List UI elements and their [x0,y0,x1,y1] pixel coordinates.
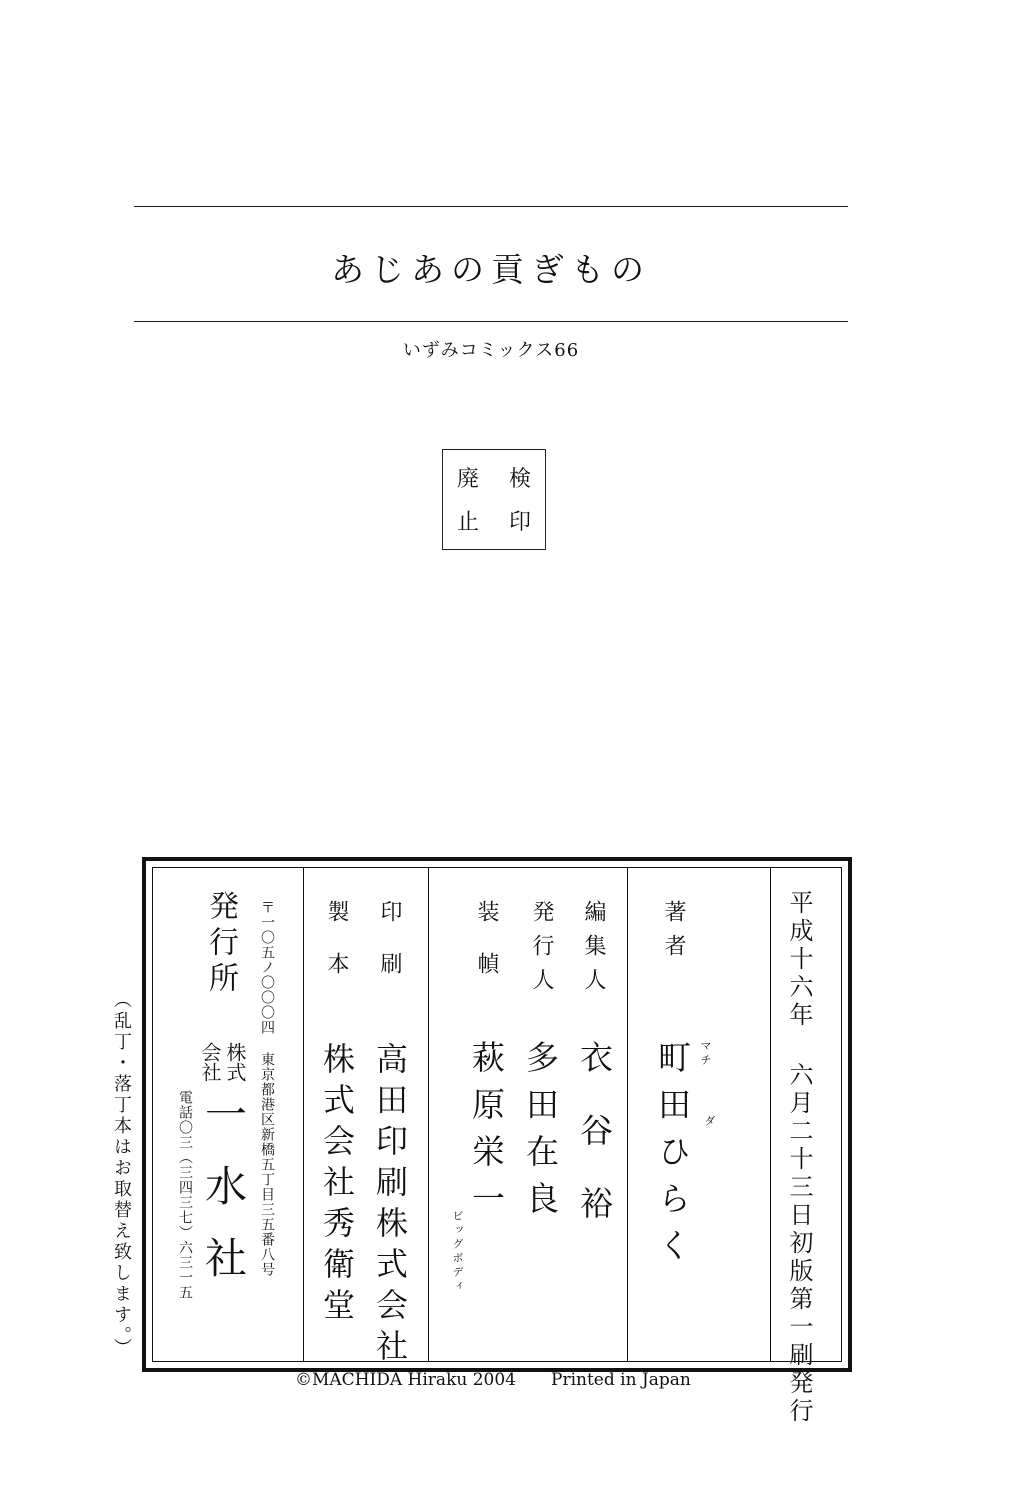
seal-omitted-box [442,449,546,550]
printed-in-japan: Printed in Japan [551,1370,691,1390]
company-type-kabushiki: 株式 [223,1042,247,1082]
stamp-char-shi: 止 [457,510,480,535]
column-divider [627,867,628,1362]
design-ruby: ビッグボディ [451,1210,464,1294]
author-ruby-2: ダ [703,1115,716,1129]
design-label: 装幀 [474,900,499,1004]
stamp-char-ken: 検 [509,467,532,492]
office-label: 発行所 [203,890,238,998]
series-name: いずみコミックス66 [402,340,580,361]
replacement-notice: （乱丁・落丁本はお取替え致します。） [111,990,132,1359]
author-label: 著者 [661,900,686,968]
book-title: あじあの貢ぎもの [331,250,651,289]
stamp-char-in: 印 [509,510,532,535]
binding-company: 株式会社秀衛堂 [318,1042,356,1329]
binding-label: 製本 [324,900,349,1004]
phone-number: 電話〇三（三四三七）六三一五 [177,1090,193,1300]
author-name: 町田ひらく [653,1040,692,1275]
author-ruby-1: マチ [699,1040,712,1068]
postal-address: 〒一〇五ノ〇〇〇四 東京都港区新橋五丁目三五番八号 [259,900,275,1277]
copyright-line: ©MACHIDA Hiraku 2004 [295,1370,516,1390]
printing-company: 高田印刷株式会社 [371,1042,409,1370]
editor-name: 衣谷裕 [575,1040,614,1259]
column-divider [428,867,429,1362]
publisher-name: 多田在良 [521,1040,560,1228]
company-type-kaisha: 会社 [198,1042,222,1082]
column-divider [303,867,304,1362]
publication-date: 平成十六年 六月二十三日初版第一刷発行 [785,890,813,1426]
column-divider [770,867,771,1362]
title-bottom-rule [134,321,848,322]
title-top-rule [134,206,848,207]
publisher-label: 発行人 [529,900,554,1002]
company-name: 一水社 [199,1092,248,1308]
design-name: 萩原栄一 [467,1040,506,1228]
stamp-char-hai: 廃 [457,467,480,492]
editor-label: 編集人 [581,900,606,1002]
printing-label: 印刷 [377,900,402,1004]
